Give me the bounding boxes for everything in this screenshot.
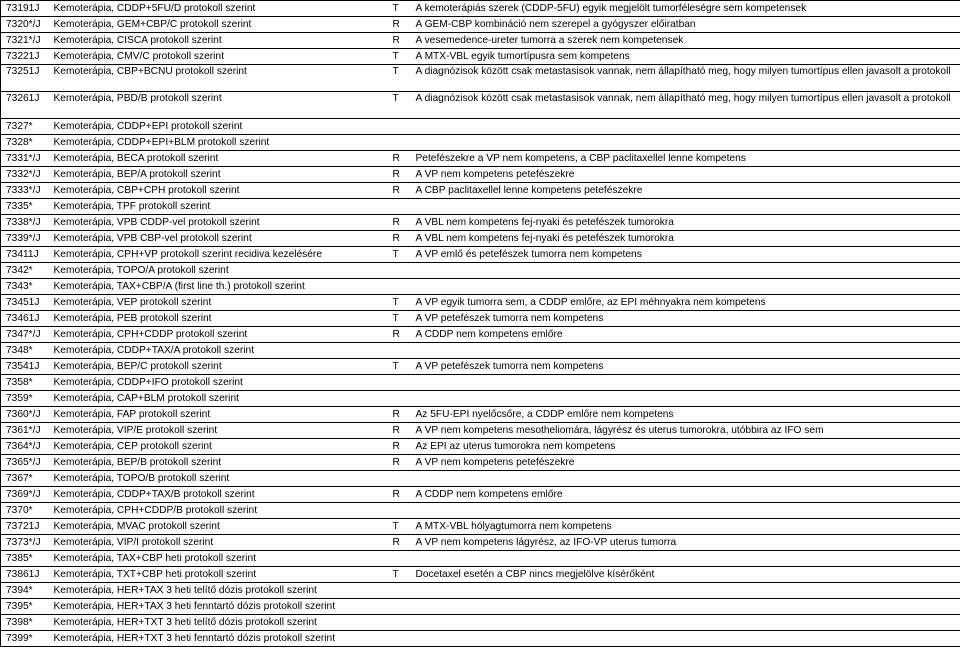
flag-cell bbox=[387, 135, 411, 151]
description-cell: Kemoterápia, MVAC protokoll szerint bbox=[49, 519, 387, 535]
note-cell bbox=[411, 391, 960, 407]
description-cell: Kemoterápia, CAP+BLM protokoll szerint bbox=[49, 391, 387, 407]
flag-cell bbox=[387, 471, 411, 487]
note-cell bbox=[411, 119, 960, 135]
code-cell: 7364*/J bbox=[1, 439, 49, 455]
flag-cell: T bbox=[387, 519, 411, 535]
table-row bbox=[1, 599, 960, 615]
table-row bbox=[1, 295, 960, 311]
code-cell: 7342* bbox=[1, 263, 49, 279]
note-cell: A VBL nem kompetens fej-nyaki és petefészek tumorokra bbox=[411, 215, 960, 231]
table-row bbox=[1, 519, 960, 535]
flag-cell bbox=[387, 631, 411, 647]
note-cell: Az 5FU-EPI nyelőcsőre, a CDDP emlőre nem kompetens bbox=[411, 407, 960, 423]
code-cell: 73251J bbox=[1, 65, 49, 92]
flag-cell: R bbox=[387, 535, 411, 551]
code-cell: 7343* bbox=[1, 279, 49, 295]
table-row bbox=[1, 487, 960, 503]
flag-cell: R bbox=[387, 455, 411, 471]
code-cell: 7370* bbox=[1, 503, 49, 519]
flag-cell bbox=[387, 263, 411, 279]
table-row bbox=[1, 391, 960, 407]
table-row bbox=[1, 17, 960, 33]
note-cell bbox=[411, 599, 960, 615]
flag-cell: R bbox=[387, 407, 411, 423]
table-row bbox=[1, 231, 960, 247]
flag-cell: R bbox=[387, 215, 411, 231]
code-cell: 7331*/J bbox=[1, 151, 49, 167]
description-cell: Kemoterápia, CBP+CPH protokoll szerint bbox=[49, 183, 387, 199]
flag-cell: T bbox=[387, 359, 411, 375]
flag-cell bbox=[387, 375, 411, 391]
flag-cell: T bbox=[387, 247, 411, 263]
flag-cell: R bbox=[387, 33, 411, 49]
code-cell: 7394* bbox=[1, 583, 49, 599]
table-row bbox=[1, 33, 960, 49]
note-cell bbox=[411, 343, 960, 359]
table-row bbox=[1, 455, 960, 471]
protocol-table-body bbox=[1, 1, 960, 647]
note-cell: A VP nem kompetens mesotheliomára, lágyrész és uterus tumorokra, utóbbira az IFO sem bbox=[411, 423, 960, 439]
table-row bbox=[1, 263, 960, 279]
flag-cell: T bbox=[387, 92, 411, 119]
flag-cell: R bbox=[387, 327, 411, 343]
code-cell: 7333*/J bbox=[1, 183, 49, 199]
flag-cell bbox=[387, 343, 411, 359]
note-cell: A CDDP nem kompetens emlőre bbox=[411, 327, 960, 343]
table-row bbox=[1, 49, 960, 65]
code-cell: 7321*/J bbox=[1, 33, 49, 49]
description-cell: Kemoterápia, CDDP+TAX/B protokoll szerint bbox=[49, 487, 387, 503]
table-row bbox=[1, 567, 960, 583]
table-row bbox=[1, 167, 960, 183]
note-cell: Docetaxel esetén a CBP nincs megjelölve kísérőként bbox=[411, 567, 960, 583]
code-cell: 7320*/J bbox=[1, 17, 49, 33]
flag-cell: R bbox=[387, 231, 411, 247]
code-cell: 7395* bbox=[1, 599, 49, 615]
code-cell: 7399* bbox=[1, 631, 49, 647]
description-cell: Kemoterápia, CDDP+TAX/A protokoll szerint bbox=[49, 343, 387, 359]
code-cell: 7347*/J bbox=[1, 327, 49, 343]
note-cell: A CBP paclitaxellel lenne kompetens petefészekre bbox=[411, 183, 960, 199]
flag-cell: R bbox=[387, 183, 411, 199]
table-row bbox=[1, 631, 960, 647]
code-cell: 7335* bbox=[1, 199, 49, 215]
table-row bbox=[1, 215, 960, 231]
note-cell: A MTX-VBL egyik tumortípusra sem kompetens bbox=[411, 49, 960, 65]
table-row bbox=[1, 503, 960, 519]
flag-cell: R bbox=[387, 151, 411, 167]
note-cell bbox=[411, 199, 960, 215]
code-cell: 7328* bbox=[1, 135, 49, 151]
table-row bbox=[1, 343, 960, 359]
table-row bbox=[1, 92, 960, 119]
table-row bbox=[1, 311, 960, 327]
flag-cell bbox=[387, 551, 411, 567]
description-cell: Kemoterápia, HER+TAX 3 heti telítő dózis protokoll szerint bbox=[49, 583, 387, 599]
code-cell: 73451J bbox=[1, 295, 49, 311]
flag-cell: T bbox=[387, 65, 411, 92]
note-cell: A GEM-CBP kombináció nem szerepel a gyógyszer előiratban bbox=[411, 17, 960, 33]
note-cell bbox=[411, 375, 960, 391]
description-cell: Kemoterápia, HER+TXT 3 heti fenntartó dózis protokoll szerint bbox=[49, 631, 387, 647]
table-row bbox=[1, 439, 960, 455]
code-cell: 7365*/J bbox=[1, 455, 49, 471]
description-cell: Kemoterápia, BEP/C protokoll szerint bbox=[49, 359, 387, 375]
description-cell: Kemoterápia, CMV/C protokoll szerint bbox=[49, 49, 387, 65]
note-cell: A VBL nem kompetens fej-nyaki és petefészek tumorokra bbox=[411, 231, 960, 247]
note-cell: A VP nem kompetens petefészekre bbox=[411, 455, 960, 471]
code-cell: 7398* bbox=[1, 615, 49, 631]
description-cell: Kemoterápia, VPB CBP-vel protokoll szerint bbox=[49, 231, 387, 247]
code-cell: 7358* bbox=[1, 375, 49, 391]
description-cell: Kemoterápia, CDDP+IFO protokoll szerint bbox=[49, 375, 387, 391]
note-cell: A VP petefészek tumorra nem kompetens bbox=[411, 359, 960, 375]
description-cell: Kemoterápia, BECA protokoll szerint bbox=[49, 151, 387, 167]
table-row bbox=[1, 359, 960, 375]
note-cell: Az EPI az uterus tumorokra nem kompetens bbox=[411, 439, 960, 455]
description-cell: Kemoterápia, HER+TXT 3 heti telítő dózis protokoll szerint bbox=[49, 615, 387, 631]
table-row bbox=[1, 535, 960, 551]
description-cell: Kemoterápia, BEP/B protokoll szerint bbox=[49, 455, 387, 471]
table-row bbox=[1, 583, 960, 599]
table-row bbox=[1, 407, 960, 423]
flag-cell: R bbox=[387, 439, 411, 455]
code-cell: 7338*/J bbox=[1, 215, 49, 231]
note-cell bbox=[411, 471, 960, 487]
table-row bbox=[1, 279, 960, 295]
flag-cell bbox=[387, 391, 411, 407]
code-cell: 7361*/J bbox=[1, 423, 49, 439]
description-cell: Kemoterápia, PEB protokoll szerint bbox=[49, 311, 387, 327]
code-cell: 7373*/J bbox=[1, 535, 49, 551]
description-cell: Kemoterápia, TAX+CBP heti protokoll szerint bbox=[49, 551, 387, 567]
code-cell: 7332*/J bbox=[1, 167, 49, 183]
flag-cell bbox=[387, 279, 411, 295]
description-cell: Kemoterápia, TOPO/A protokoll szerint bbox=[49, 263, 387, 279]
note-cell: A VP nem kompetens lágyrész, az IFO-VP uterus tumorra bbox=[411, 535, 960, 551]
code-cell: 73721J bbox=[1, 519, 49, 535]
code-cell: 7327* bbox=[1, 119, 49, 135]
description-cell: Kemoterápia, CPH+VP protokoll szerint recidiva kezelésére bbox=[49, 247, 387, 263]
table-row bbox=[1, 423, 960, 439]
code-cell: 7360*/J bbox=[1, 407, 49, 423]
description-cell: Kemoterápia, TXT+CBP heti protokoll szerint bbox=[49, 567, 387, 583]
description-cell: Kemoterápia, FAP protokoll szerint bbox=[49, 407, 387, 423]
note-cell bbox=[411, 631, 960, 647]
flag-cell: T bbox=[387, 567, 411, 583]
table-row bbox=[1, 1, 960, 17]
table-row bbox=[1, 375, 960, 391]
description-cell: Kemoterápia, VPB CDDP-vel protokoll szerint bbox=[49, 215, 387, 231]
code-cell: 7385* bbox=[1, 551, 49, 567]
table-row bbox=[1, 247, 960, 263]
note-cell: A CDDP nem kompetens emlőre bbox=[411, 487, 960, 503]
note-cell: A diagnózisok között csak metastasisok vannak, nem állapítható meg, hogy milyen tumortípus ellen javasolt a protokoll bbox=[411, 92, 960, 119]
note-cell bbox=[411, 503, 960, 519]
note-cell: A vesemedence-ureter tumorra a szerek nem kompetensek bbox=[411, 33, 960, 49]
description-cell: Kemoterápia, CDDP+EPI protokoll szerint bbox=[49, 119, 387, 135]
note-cell: A VP emlő és petefészek tumorra nem kompetens bbox=[411, 247, 960, 263]
description-cell: Kemoterápia, TOPO/B protokoll szerint bbox=[49, 471, 387, 487]
description-cell: Kemoterápia, VEP protokoll szerint bbox=[49, 295, 387, 311]
code-cell: 73191J bbox=[1, 1, 49, 17]
table-row bbox=[1, 183, 960, 199]
table-row bbox=[1, 199, 960, 215]
flag-cell: T bbox=[387, 311, 411, 327]
note-cell: A VP egyik tumorra sem, a CDDP emlőre, az EPI méhnyakra nem kompetens bbox=[411, 295, 960, 311]
code-cell: 73221J bbox=[1, 49, 49, 65]
note-cell bbox=[411, 263, 960, 279]
description-cell: Kemoterápia, CISCA protokoll szerint bbox=[49, 33, 387, 49]
code-cell: 7369*/J bbox=[1, 487, 49, 503]
note-cell: Petefészekre a VP nem kompetens, a CBP paclitaxellel lenne kompetens bbox=[411, 151, 960, 167]
note-cell: A kemoterápiás szerek (CDDP-5FU) egyik megjelölt tumorféleségre sem kompetensek bbox=[411, 1, 960, 17]
table-row bbox=[1, 327, 960, 343]
description-cell: Kemoterápia, CPH+CDDP/B protokoll szerint bbox=[49, 503, 387, 519]
description-cell: Kemoterápia, BEP/A protokoll szerint bbox=[49, 167, 387, 183]
description-cell: Kemoterápia, PBD/B protokoll szerint bbox=[49, 92, 387, 119]
note-cell: A VP nem kompetens petefészekre bbox=[411, 167, 960, 183]
note-cell: A diagnózisok között csak metastasisok vannak, nem állapítható meg, hogy milyen tumortípus ellen javasolt a protokoll bbox=[411, 65, 960, 92]
code-cell: 73461J bbox=[1, 311, 49, 327]
table-row bbox=[1, 151, 960, 167]
flag-cell: R bbox=[387, 167, 411, 183]
code-cell: 73261J bbox=[1, 92, 49, 119]
flag-cell bbox=[387, 503, 411, 519]
flag-cell: T bbox=[387, 1, 411, 17]
description-cell: Kemoterápia, CDDP+EPI+BLM protokoll szerint bbox=[49, 135, 387, 151]
note-cell: A VP petefészek tumorra nem kompetens bbox=[411, 311, 960, 327]
flag-cell: T bbox=[387, 295, 411, 311]
table-row bbox=[1, 551, 960, 567]
description-cell: Kemoterápia, TPF protokoll szerint bbox=[49, 199, 387, 215]
code-cell: 7348* bbox=[1, 343, 49, 359]
description-cell: Kemoterápia, GEM+CBP/C protokoll szerint bbox=[49, 17, 387, 33]
table-row bbox=[1, 119, 960, 135]
flag-cell: T bbox=[387, 49, 411, 65]
code-cell: 73861J bbox=[1, 567, 49, 583]
description-cell: Kemoterápia, CDDP+5FU/D protokoll szerint bbox=[49, 1, 387, 17]
note-cell bbox=[411, 551, 960, 567]
description-cell: Kemoterápia, CBP+BCNU protokoll szerint bbox=[49, 65, 387, 92]
code-cell: 7359* bbox=[1, 391, 49, 407]
flag-cell bbox=[387, 583, 411, 599]
description-cell: Kemoterápia, TAX+CBP/A (first line th.) protokoll szerint bbox=[49, 279, 387, 295]
description-cell: Kemoterápia, HER+TAX 3 heti fenntartó dózis protokoll szerint bbox=[49, 599, 387, 615]
code-cell: 73411J bbox=[1, 247, 49, 263]
description-cell: Kemoterápia, VIP/I protokoll szerint bbox=[49, 535, 387, 551]
note-cell bbox=[411, 279, 960, 295]
flag-cell bbox=[387, 119, 411, 135]
flag-cell: R bbox=[387, 17, 411, 33]
table-row bbox=[1, 65, 960, 92]
code-cell: 7339*/J bbox=[1, 231, 49, 247]
note-cell: A MTX-VBL hólyagtumorra nem kompetens bbox=[411, 519, 960, 535]
flag-cell: R bbox=[387, 423, 411, 439]
code-cell: 7367* bbox=[1, 471, 49, 487]
description-cell: Kemoterápia, CPH+CDDP protokoll szerint bbox=[49, 327, 387, 343]
note-cell bbox=[411, 135, 960, 151]
description-cell: Kemoterápia, CEP protokoll szerint bbox=[49, 439, 387, 455]
table-row bbox=[1, 135, 960, 151]
flag-cell bbox=[387, 199, 411, 215]
note-cell bbox=[411, 583, 960, 599]
flag-cell bbox=[387, 599, 411, 615]
flag-cell: R bbox=[387, 487, 411, 503]
description-cell: Kemoterápia, VIP/E protokoll szerint bbox=[49, 423, 387, 439]
code-cell: 73541J bbox=[1, 359, 49, 375]
table-row bbox=[1, 471, 960, 487]
